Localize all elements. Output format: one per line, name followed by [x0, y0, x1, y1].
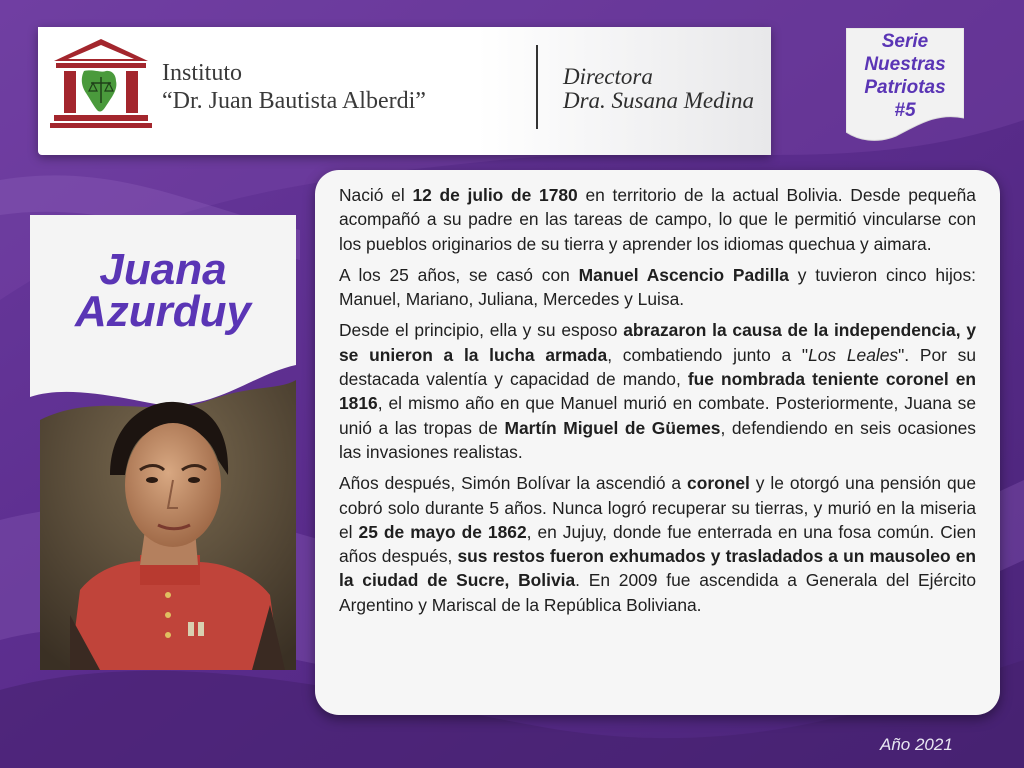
series-line1: Serie: [881, 31, 929, 52]
bold-text: fue nombrada teniente coronel en 1816: [339, 369, 977, 414]
bold-text: Martín Miguel de Güemes: [504, 417, 721, 438]
text-run: , el mismo año en que Manuel murió en combate. Posteriormente, Juana se unió a las tropas de: [339, 393, 976, 438]
biography-card: [315, 170, 1000, 715]
portrait-icon: [40, 380, 296, 670]
bold-text: coronel: [687, 473, 750, 494]
series-line3: Patriotas: [864, 77, 946, 98]
name-last: Azurduy: [75, 287, 251, 336]
name-first: Juana: [99, 245, 227, 294]
series-number: #5: [894, 100, 916, 121]
text-run: y tuvieron cinco hijos: Manuel, Mariano, Juliana, Mercedes y Luisa.: [339, 264, 977, 310]
biography-paragraph-1: [339, 183, 976, 256]
footer-year: Año 2021: [880, 735, 953, 754]
text-run: y le otorgó una pensión que cobró solo durante 5 años. Nunca logró recuperar su tierras, y murió en la miseria el: [339, 473, 976, 542]
bold-text: sus restos fueron exhumados y trasladados a un mausoleo en la ciudad de Sucre, Bolivia: [339, 546, 976, 591]
bold-text: 25 de mayo de 1862: [358, 521, 527, 542]
institute-building-logo: [50, 37, 152, 129]
text-run: , defendiendo en seis ocasiones las invasiones realistas.: [339, 417, 976, 462]
text-run: Nació el: [339, 185, 413, 205]
director-name: Dra. Susana Medina: [563, 88, 755, 113]
series-text: [846, 30, 964, 122]
text-run: Años después, Simón Bolívar la ascendió a: [339, 473, 688, 494]
biography-paragraph-3: [339, 318, 976, 464]
institute-line1: Instituto: [162, 60, 243, 86]
text-run: , en Jujuy, donde fue enterrada en una fosa común. Cien años después,: [339, 521, 976, 567]
director-title: Directora: [563, 64, 653, 89]
text-run: , combatiendo junto a ": [607, 344, 809, 365]
text-run: Desde el principio, ella y su esposo: [339, 320, 624, 341]
bold-text: abrazaron la causa de la independencia, y se unieron a la lucha armada: [339, 320, 977, 365]
text-run: ". Por su destacada valentía y capacidad de mando,: [339, 344, 976, 390]
name-title: [30, 245, 296, 336]
bold-text: 12 de julio de 1780: [412, 185, 578, 205]
director-block: [563, 65, 754, 113]
series-line2: Nuestras: [864, 54, 946, 75]
header-banner: [38, 27, 771, 155]
italic-text: Los Leales: [808, 344, 899, 365]
text-run: A los 25 años, se casó con: [339, 264, 579, 285]
bold-text: Manuel Ascencio Padilla: [578, 264, 789, 285]
text-run: . En 2009 fue ascendida a Generala del Ejército Argentino y Mariscal de la República Boliviana.: [339, 570, 976, 615]
biography-paragraph-2: [339, 263, 976, 312]
series-tag: [846, 28, 964, 144]
biography-paragraph-4: [339, 471, 976, 617]
institute-line2: “Dr. Juan Bautista Alberdi”: [162, 88, 426, 114]
header-divider: [536, 45, 538, 129]
institute-name: [162, 59, 426, 115]
text-run: en territorio de la actual Bolivia. Desde pequeña acompañó a su padre en las tareas de campo, lo que le permitió vincularse con los pueblos originarios de su tierra y aprender los idiomas quechua y aimara.: [339, 185, 976, 254]
